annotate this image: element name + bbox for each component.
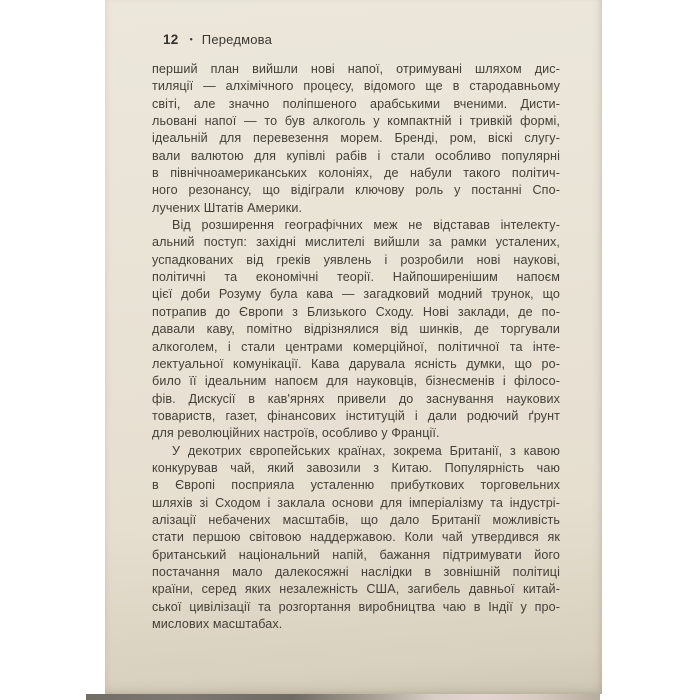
text-line: країни, серед яких незалежність США, загибель давньої китай- (152, 582, 560, 597)
chapter-title: Передмова (201, 32, 273, 47)
running-head (163, 33, 272, 47)
text-line: Від розширення географічних меж не відставав інтелекту- (172, 218, 560, 233)
text-line: льовані напої — то був алкоголь у компактній і тривкій формі, (152, 114, 560, 129)
text-line: давали каву, помітно відрізнялися від шинків, де торгували (152, 322, 560, 337)
paragraph (152, 217, 560, 442)
text-line: фів. Дискусії в кав'ярнях привели до заснування наукових (152, 391, 560, 406)
text-line: алізації небачених масштабів, що дало Британії можливість (152, 512, 560, 527)
text-line: світі, але значно поліпшеного арабськими вченими. Дисти- (152, 96, 560, 111)
text-line: стати першою світовою наддержавою. Коли чай утвердився як (152, 530, 560, 545)
text-line: конкурував чай, який завозили з Китаю. Популярність чаю (152, 460, 560, 475)
page-number: 12 (163, 32, 179, 47)
text-line: алкоголем, і стали центрами комерційної, політичної та інте- (152, 339, 560, 354)
text-line: цієї доби Розуму була кава — загадковий модний трунок, що (152, 287, 560, 302)
paragraph (152, 443, 560, 634)
text-line: британський національний напій, бажання підтримувати його (152, 547, 560, 562)
text-line: постачання мало далекосяжні наслідки в зовнішній політиці (152, 564, 560, 579)
text-line: шляхів зі Сходом і заклала основи для імперіалізму та індустрі- (152, 495, 560, 510)
text-line: в Європі посприяла усталенню прибуткових торговельних (152, 478, 560, 493)
text-line: для революційних настроїв, особливо у Франції. (152, 426, 440, 441)
text-line: перший план вийшли нові напої, отримувані шляхом дис- (152, 62, 560, 76)
text-line: ного резонансу, що відіграли ключову роль у постанні Спо- (152, 183, 560, 198)
page-bottom-edge (86, 694, 600, 700)
text-line: мислових масштабах. (152, 617, 283, 631)
text-line: тиляції — алхімічного процесу, відомого ще в стародавньому (152, 79, 560, 94)
text-line: альний поступ: західні мислителі вийшли за рамки усталених, (152, 235, 560, 250)
text-line: успадкованих від греків уявлень і розробили нові наукові, (152, 252, 560, 267)
text-line: У декотрих європейських країнах, зокрема Британії, з кавою (172, 443, 560, 458)
bullet-icon: • (189, 34, 193, 45)
text-line: ідеальній для перевезення морем. Бренді, ром, віскі слугу- (152, 131, 560, 146)
text-line: ської цивілізації та розгортання виробництва чаю в Індії у про- (152, 599, 560, 614)
text-line: вали валютою для купівлі рабів і стали особливо популярні (152, 148, 560, 163)
text-line: лектуальної комунікації. Кава дарувала ясність думки, що ро- (152, 356, 560, 371)
text-line: било її ідеальним напоєм для науковців, бізнесменів і філосо- (152, 374, 560, 389)
text-line: товариств, газет, фінансових інституцій і дали родючий ґрунт (152, 408, 560, 423)
text-line: лучених Штатів Америки. (152, 200, 303, 215)
text-line: потрапив до Європи з Близького Сходу. Нові заклади, де по- (152, 304, 560, 319)
body-text (152, 61, 560, 633)
paragraph (152, 61, 560, 217)
text-line: політичні та економічні теорії. Найпоширенішим напоєм (152, 270, 560, 285)
text-line: в північноамериканських колоніях, де набули такого політич- (152, 166, 560, 181)
